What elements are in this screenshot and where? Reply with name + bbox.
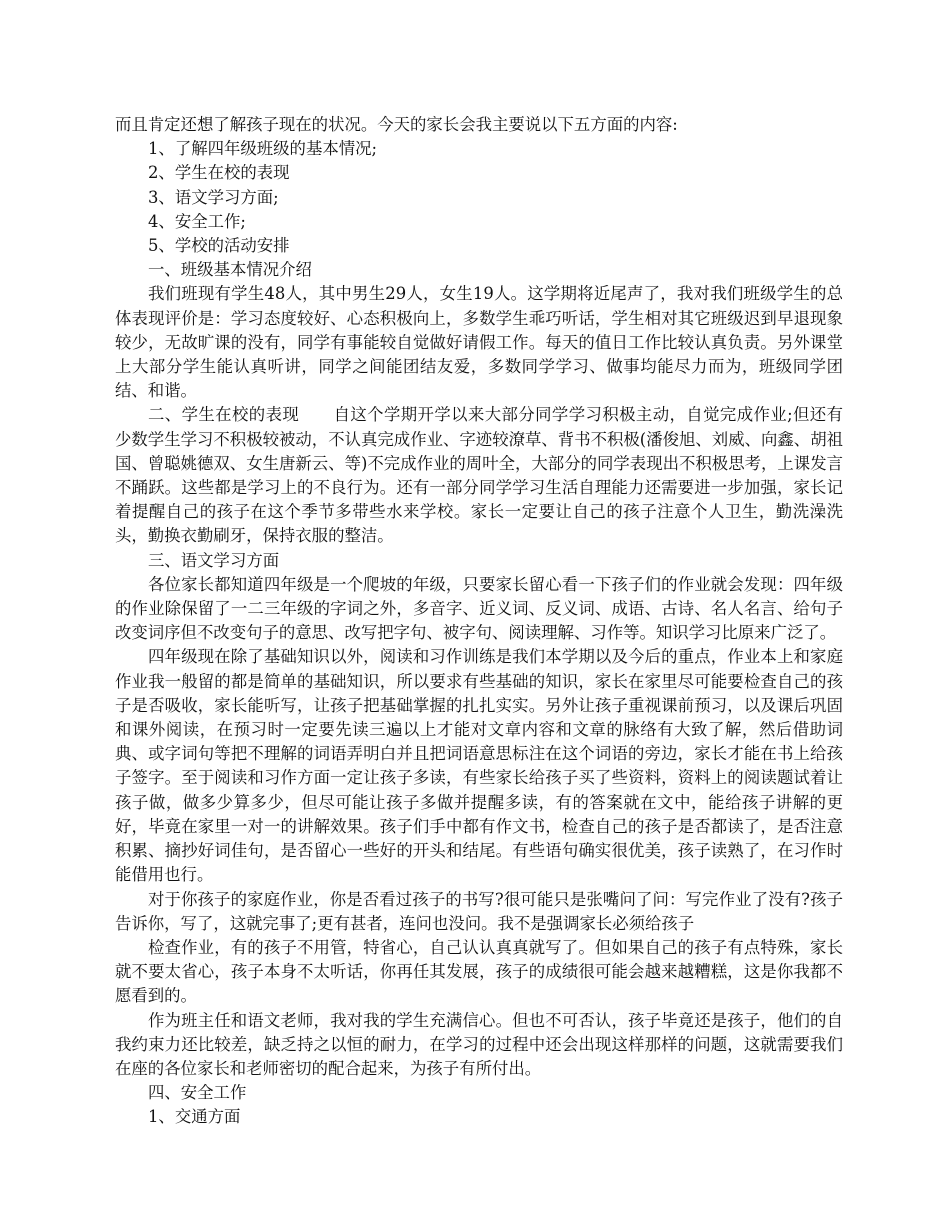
student-performance-paragraph [115, 403, 843, 548]
student-performance-text: 自这个学期开学以来大部分同学学习积极主动，自觉完成作业;但还有少数学生学习不积极较被动，不认真完成作业、字迹较潦草、背书不积极(潘俊旭、刘威、向鑫、胡祖国、曾聪姚德双、女生唐新云、等)不完成作业的周叶全，大部分的同学表现出不积极思考，上课发言不踊跃。这些都是学习上的不良行为。还有一部分同学学习生活自理能力还需要进一步加强，家长记着提醒自己的孩子在这个季节多带些水来学校。家长一定要让自己的孩子注意个人卫生，勤洗澡洗头，勤换衣勤刷牙，保持衣服的整洁。 [115, 405, 843, 546]
agenda-item-3: 3、语文学习方面; [148, 187, 279, 207]
agenda-item-2: 2、学生在校的表现 [148, 163, 290, 183]
agenda-item-1: 1、了解四年级班级的基本情况; [148, 139, 378, 159]
section-heading-class-info: 一、班级基本情况介绍 [148, 260, 312, 280]
section-heading-student-performance: 二、学生在校的表现 [148, 405, 300, 425]
agenda-item-5: 5、学校的活动安排 [148, 236, 290, 256]
agenda-item-4: 4、安全工作; [148, 211, 246, 231]
intro-paragraph: 而且肯定还想了解孩子现在的状况。今天的家长会我主要说以下五方面的内容: [115, 115, 678, 134]
teacher-confidence-paragraph: 作为班主任和语文老师，我对我的学生充满信心。但也不可否认，孩子毕竟还是孩子，他们的自我约束力还比较差，缺乏持之以恒的耐力，在学习的过程中还会出现这样那样的问题，这就需要我们在座的各位家长和老师密切的配合起来，为孩子有所付出。 [115, 1010, 843, 1078]
chinese-study-paragraph-1: 各位家长都知道四年级是一个爬坡的年级，只要家长留心看一下孩子们的作业就会发现：四年级的作业除保留了一二三年级的字词之外，多音字、近义词、反义词、成语、古诗、名人名言、给句子改变词序但不改变句子的意思、改写把字句、被字句、阅读理解、习作等。知识学习比原来广泛了。 [115, 574, 843, 643]
safety-item-traffic: 1、交通方面 [148, 1107, 241, 1127]
document-body [115, 113, 843, 1130]
homework-paragraph-1: 对于你孩子的家庭作业，你是否看过孩子的书写?很可能只是张嘴问了问：写完作业了没有?孩子告诉你，写了，这就完事了;更有甚者，连问也没问。我不是强调家长必须给孩子 [115, 889, 843, 933]
section-heading-safety: 四、安全工作 [148, 1083, 247, 1103]
class-info-paragraph: 我们班现有学生48人，其中男生29人，女生19人。这学期将近尾声了，我对我们班级学生的总体表现评价是：学习态度较好、心态积极向上，多数学生乖巧听话，学生相对其它班级迟到早退现象较少，无故旷课的没有，同学有事能较自觉做好请假工作。每天的值日工作比较认真负责。另外课堂上大部分学生能认真听讲，同学之间能团结友爱，多数同学学习、做事均能尽力而为，班级同学团结、和谐。 [115, 284, 843, 401]
section-heading-chinese-study: 三、语文学习方面 [148, 550, 280, 570]
chinese-study-paragraph-2: 四年级现在除了基础知识以外，阅读和习作训练是我们本学期以及今后的重点，作业本上和家庭作业我一般留的都是简单的基础知识，所以要求有些基础的知识，家长在家里尽可能要检查自己的孩子是否吸收，家长能听写，让孩子把基础掌握的扎扎实实。另外让孩子重视课前预习，以及课后巩固和课外阅读，在预习时一定要先读三遍以上才能对文章内容和文章的脉络有大致了解，然后借助词典、或字词句等把不理解的词语弄明白并且把词语意思标注在这个词语的旁边，家长才能在书上给孩子签字。至于阅读和习作方面一定让孩子多读，有些家长给孩子买了些资料，资料上的阅读题试着让孩子做，做多少算多少，但尽可能让孩子多做并提醒多读，有的答案就在文中，能给孩子讲解的更好，毕竟在家里一对一的讲解效果。孩子们手中都有作文书，检查自己的孩子是否都读了，是否注意积累、摘抄好词佳句，是否留心一些好的开头和结尾。有些语句确实很优美，孩子读熟了，在习作时能借用也行。 [115, 647, 843, 885]
homework-paragraph-2: 检查作业，有的孩子不用管，特省心，自己认认真真就写了。但如果自己的孩子有点特殊，家长就不要太省心，孩子本身不太听话，你再任其发展，孩子的成绩很可能会越来越糟糕，这是你我都不愿看到的。 [115, 937, 843, 1006]
